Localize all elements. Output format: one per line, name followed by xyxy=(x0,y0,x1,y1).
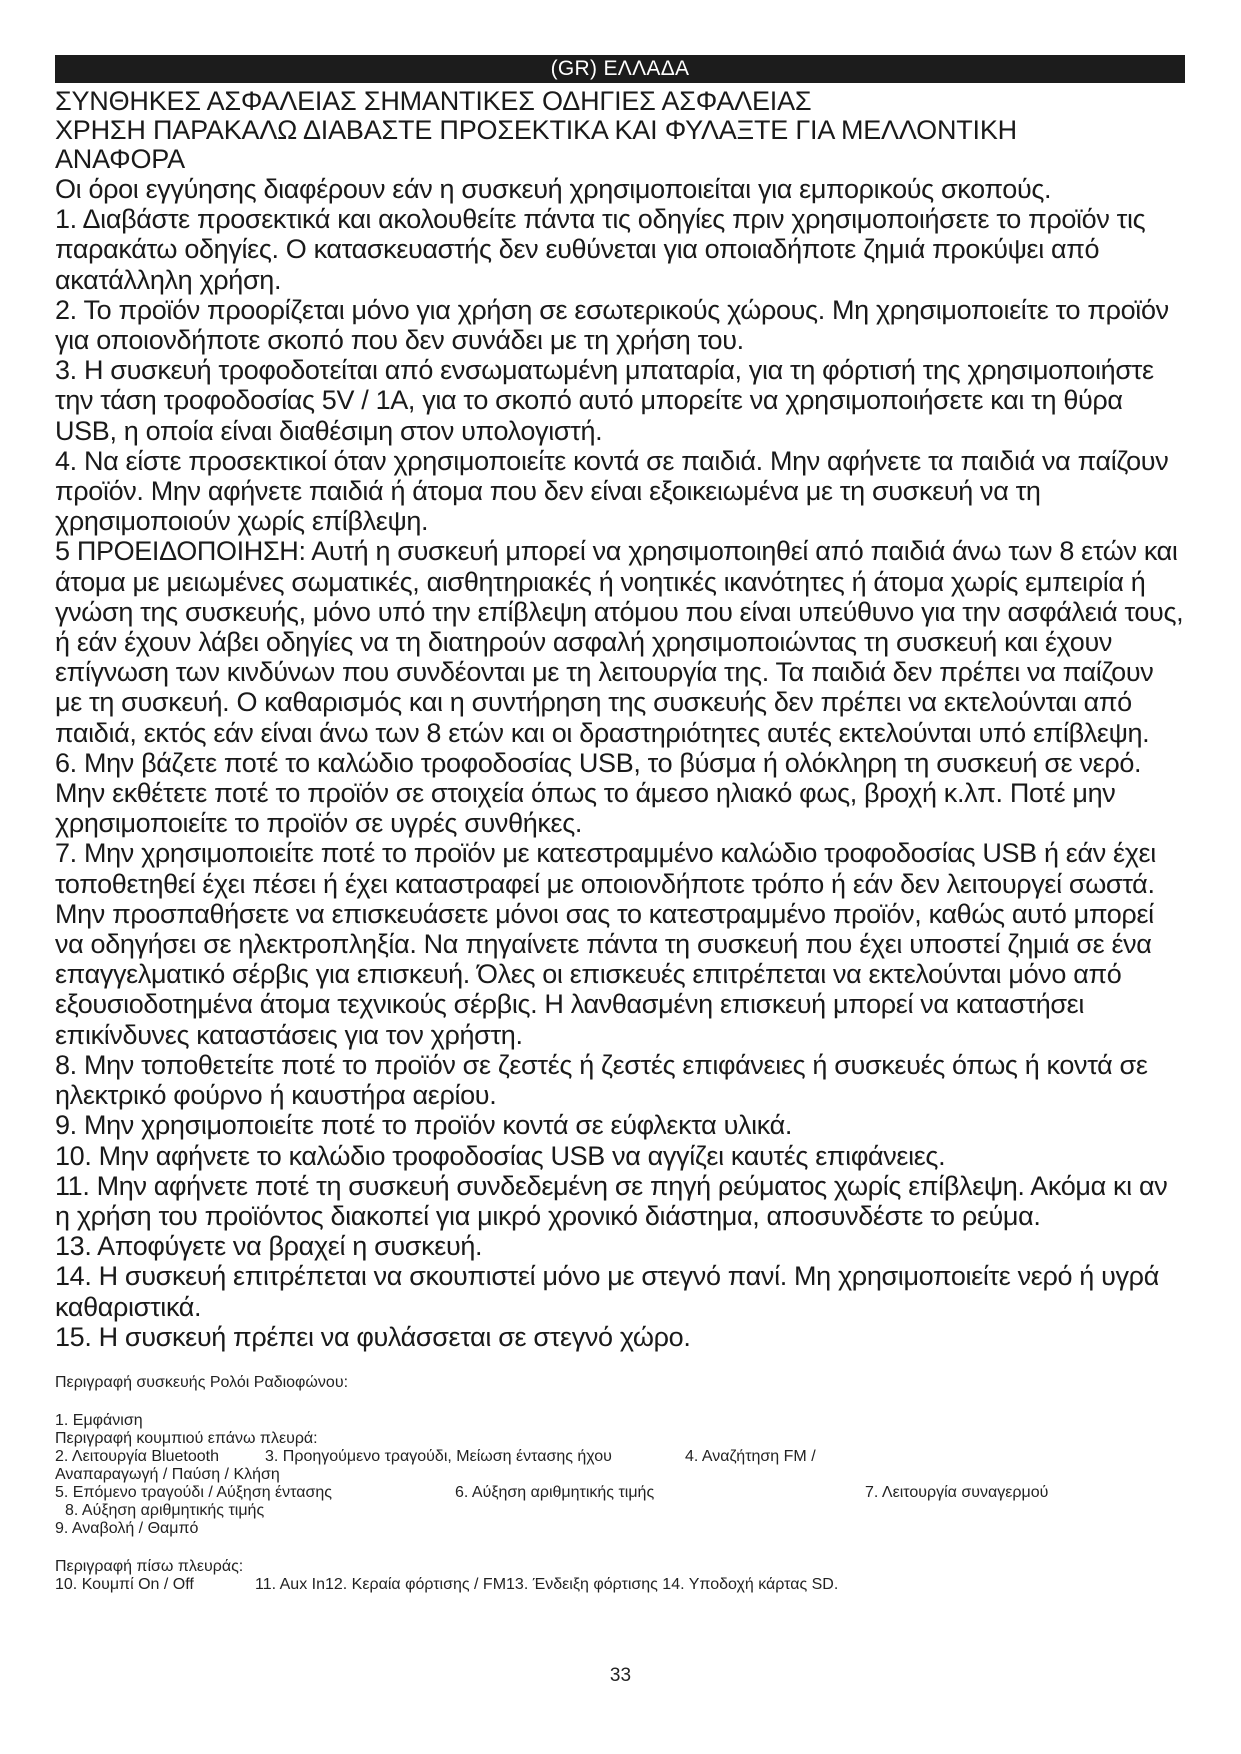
button-desc: 9. Αναβολή / Θαμπό xyxy=(55,1519,199,1537)
back-buttons-row xyxy=(55,1576,1185,1594)
instruction-item: 13. Αποφύγετε να βραχεί η συσκευή. xyxy=(55,1231,483,1262)
instruction-item: 15. Η συσκευή πρέπει να φυλάσσεται σε στεγνό χώρο. xyxy=(55,1321,691,1352)
instruction-item: 9. Μην χρησιμοποιείτε ποτέ το προϊόν κοντά σε εύφλεκτα υλικά. xyxy=(55,1110,793,1141)
button-desc: 5. Επόμενο τραγούδι / Αύξηση έντασης xyxy=(55,1483,332,1501)
top-buttons-title: Περιγραφή κουμπιού επάνω πλευρά: xyxy=(55,1429,318,1447)
manual-page xyxy=(55,55,1185,1594)
button-desc: 10. Κουμπί On / Off xyxy=(55,1575,194,1593)
button-desc: 3. Προηγούμενο τραγούδι, Μείωση έντασης ήχου xyxy=(265,1447,612,1465)
instruction-item: 1. Διαβάστε προσεκτικά και ακολουθείτε πάντα τις οδηγίες πριν χρησιμοποιήσετε το προϊόν τις παρακάτω οδηγίες. Ο κατασκευαστής δεν ευθύνεται για οποιαδήποτε ζημιά προκύψει από ακατάλληλη χρήση. xyxy=(55,204,1146,295)
instruction-item: 6. Μην βάζετε ποτέ το καλώδιο τροφοδοσίας USB, το βύσμα ή ολόκληρη τη συσκευή σε νερό. Μην εκθέτετε ποτέ το προϊόν σε στοιχεία όπως το άμεσο ηλιακό φως, βροχή κ.λπ. Ποτέ μην χρησιμοποιείτε το προϊόν σε υγρές συνθήκες. xyxy=(55,747,1142,839)
description-title: Περιγραφή συσκευής Ρολόι Ραδιοφώνου: xyxy=(55,1373,349,1391)
instruction-item: 2. Το προϊόν προορίζεται μόνο για χρήση σε εσωτερικούς χώρους. Μη χρησιμοποιείτε το προϊόν για οποιονδήποτε σκοπό που δεν συνάδει με τη χρήση του. xyxy=(55,294,1169,356)
instruction-item: 10. Μην αφήνετε το καλώδιο τροφοδοσίας USB να αγγίζει καυτές επιφάνειες. xyxy=(55,1140,946,1171)
instruction-item: 3. Η συσκευή τροφοδοτείται από ενσωματωμένη μπαταρία, για τη φόρτισή της χρησιμοποιήστε την τάση τροφοδοσίας 5V / 1A, για το σκοπό αυτό μπορείτε να χρησιμοποιήσετε και τη θύρα USB, η οποία είναι διαθέσιμη στον υπολογιστή. xyxy=(55,355,1154,446)
safety-heading xyxy=(55,87,1185,174)
button-desc: 6. Αύξηση αριθμητικής τιμής xyxy=(455,1483,655,1501)
heading-line: ΧΡΗΣΗ ΠΑΡΑΚΑΛΩ ΔΙΑΒΑΣΤΕ ΠΡΟΣΕΚΤΙΚΑ ΚΑΙ ΦΥΛΑΞΤΕ ΓΙΑ ΜΕΛΛΟΝΤΙΚΗ xyxy=(55,115,1017,145)
button-desc: 2. Λειτουργία Bluetooth xyxy=(55,1447,219,1465)
back-side-title: Περιγραφή πίσω πλευράς: xyxy=(55,1557,244,1575)
device-description xyxy=(55,1374,1185,1594)
button-desc: 11. Aux In12. Κεραία φόρτισης / FM13. Ένδειξη φόρτισης 14. Υποδοχή κάρτας SD. xyxy=(255,1575,839,1593)
instruction-item: 4. Να είστε προσεκτικοί όταν χρησιμοποιείτε κοντά σε παιδιά. Μην αφήνετε τα παιδιά να παίζουν προϊόν. Μην αφήνετε παιδιά ή άτομα που δεν είναι εξοικειωμένα με τη συσκευή να τη χρησιμοποιούν χωρίς επίβλεψη. xyxy=(55,445,1169,537)
warranty-note: Οι όροι εγγύησης διαφέρουν εάν η συσκευή χρησιμοποιείται για εμπορικούς σκοπούς. xyxy=(55,174,1052,204)
button-desc: 8. Αύξηση αριθμητικής τιμής xyxy=(65,1501,265,1519)
instruction-item: 8. Μην τοποθετείτε ποτέ το προϊόν σε ζεστές ή ζεστές επιφάνειες ή συσκευές όπως ή κοντά σε ηλεκτρικό φούρνο ή καυστήρα αερίου. xyxy=(55,1049,1148,1111)
safety-instructions xyxy=(55,174,1185,1352)
heading-line: ΣΥΝΘΗΚΕΣ ΑΣΦΑΛΕΙΑΣ ΣΗΜΑΝΤΙΚΕΣ ΟΔΗΓΙΕΣ ΑΣΦΑΛΕΙΑΣ xyxy=(55,86,812,116)
instruction-item: 14. Η συσκευή επιτρέπεται να σκουπιστεί μόνο με στεγνό πανί. Μη χρησιμοποιείτε νερό ή υγρά καθαριστικά. xyxy=(55,1261,1159,1322)
button-desc: 4. Αναζήτηση FM / xyxy=(685,1447,816,1465)
appearance-label: 1. Εμφάνιση xyxy=(55,1411,143,1429)
instruction-item: 7. Μην χρησιμοποιείτε ποτέ το προϊόν με κατεστραμμένο καλώδιο τροφοδοσίας USB ή εάν έχει τοποθετηθεί έχει πέσει ή έχει καταστραφεί με οποιονδήποτε τρόπο ή εάν δεν λειτουργεί σωστά. Μην προσπαθήσετε να επισκευάσετε μόνοι σας το κατεστραμμένο προϊόν, καθώς αυτό μπορεί να οδηγήσει σε ηλεκτροπληξία. Να πηγαίνετε πάντα τη συσκευή που έχει υποστεί ζημιά σε ένα επαγγελματικό σέρβις για επισκευή. Όλες οι επισκευές επιτρέπεται να εκτελούνται μόνο από εξουσιοδοτημένα άτομα τεχνικούς σέρβις. Η λανθασμένη επισκευή μπορεί να καταστήσει επικίνδυνες καταστάσεις για τον χρήστη. xyxy=(55,838,1156,1050)
page-number: 33 xyxy=(609,1665,632,1686)
top-buttons-row xyxy=(55,1448,1185,1466)
heading-line: ΑΝΑΦΟΡΑ xyxy=(55,144,185,174)
top-buttons-row xyxy=(55,1484,1185,1502)
instruction-item: 11. Μην αφήνετε ποτέ τη συσκευή συνδεδεμένη σε πηγή ρεύματος χωρίς επίβλεψη. Ακόμα κι αν η χρήση του προϊόντος διακοπεί για μικρό χρονικό διάστημα, αποσυνδέστε το ρεύμα. xyxy=(55,1170,1168,1231)
button-desc: 7. Λειτουργία συναγερμού xyxy=(865,1483,1049,1501)
button-desc: Αναπαραγωγή / Παύση / Κλήση xyxy=(55,1465,280,1483)
warning-item: 5 ΠΡΟΕΙΔΟΠΟΙΗΣΗ: Αυτή η συσκευή μπορεί να χρησιμοποιηθεί από παιδιά άνω των 8 ετών και άτομα με μειωμένες σωματικές, αισθητηριακές ή νοητικές ικανότητες ή άτομα χωρίς εμπειρία ή γνώση της συσκευής, μόνο υπό την επίβλεψη ατόμου που είναι υπεύθυνο για την ασφάλειά τους, ή εάν έχουν λάβει οδηγίες να τη διατηρούν ασφαλή χρησιμοποιώντας τη συσκευή και έχουν επίγνωση των κινδύνων που συνδέονται με τη λειτουργία της. Τα παιδιά δεν πρέπει να παίζουν με τη συσκευή. Ο καθαρισμός και η συντήρηση της συσκευής δεν πρέπει να εκτελούνται από παιδιά, εκτός εάν είναι άνω των 8 ετών και οι δραστηριότητες αυτές εκτελούνται υπό επίβλεψη. xyxy=(55,536,1184,748)
language-banner: (GR) ΕΛΛΑΔΑ xyxy=(55,55,1185,83)
